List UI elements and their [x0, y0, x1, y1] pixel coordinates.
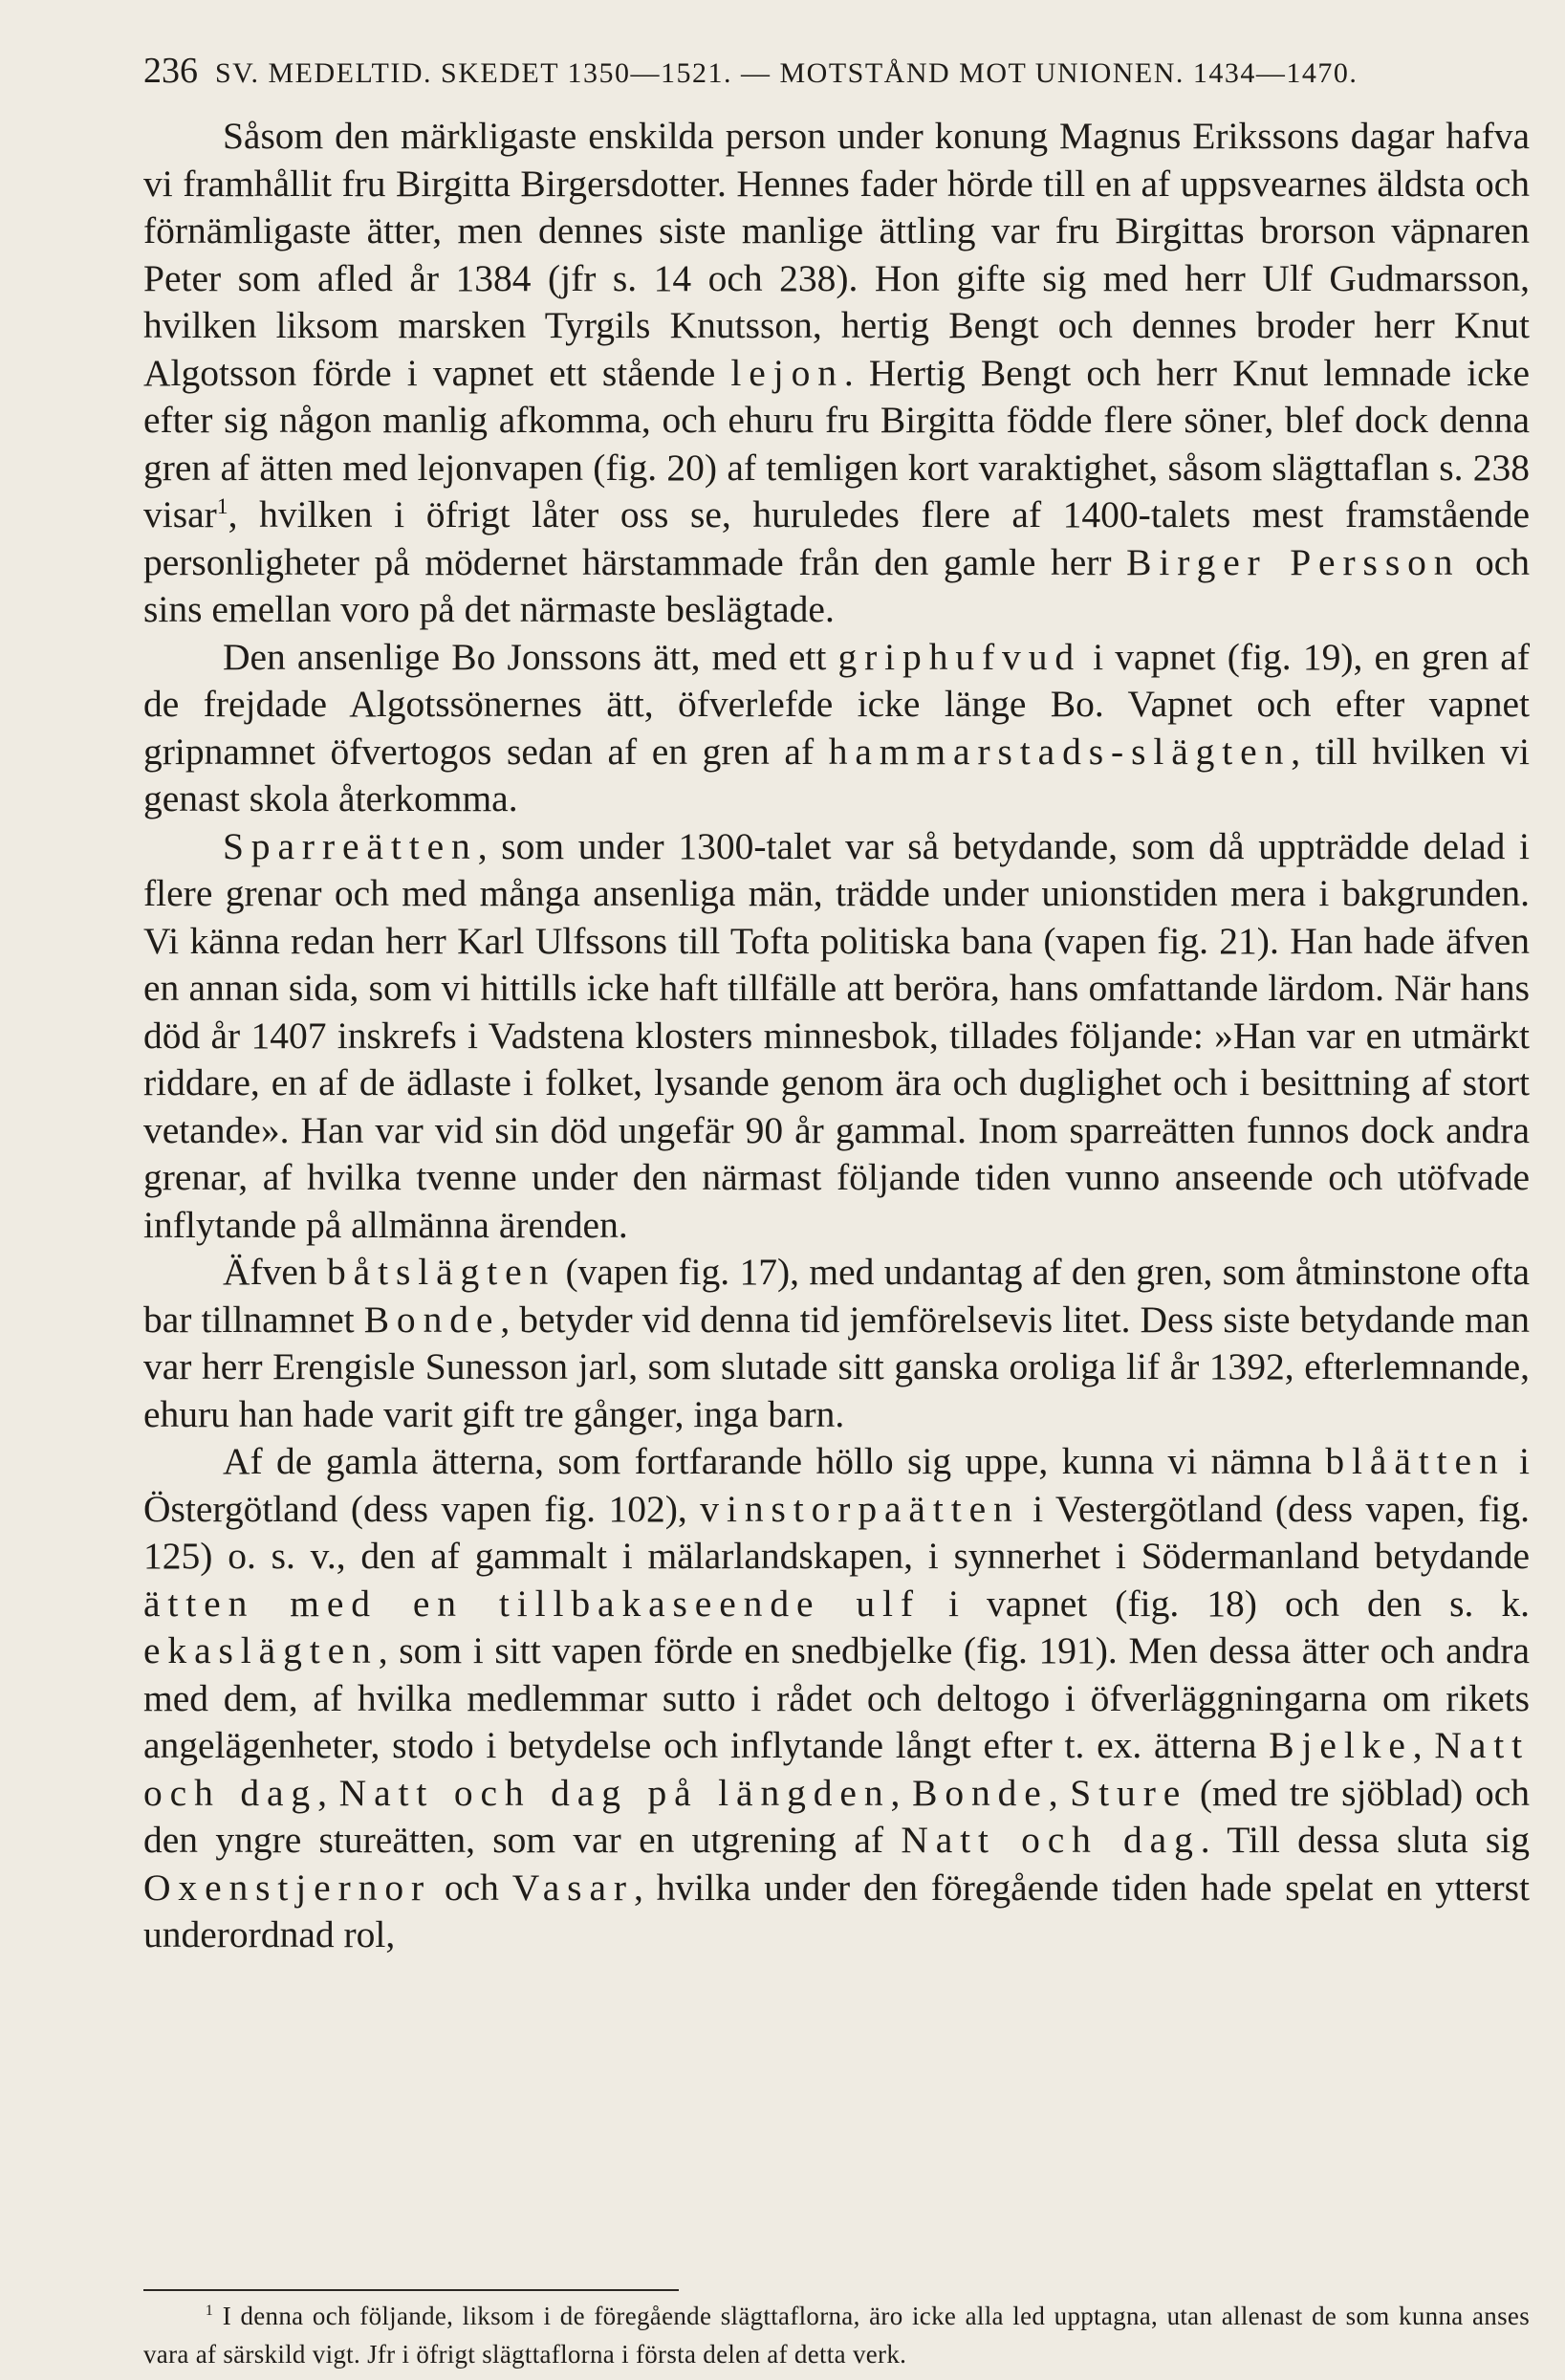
- spaced-term: Vasar: [511, 1866, 634, 1909]
- spaced-term: lejon: [730, 351, 844, 394]
- text-run: (vapen fig. 17), med undantag af den gren, som åtminstone ofta bar tillnamnet: [143, 1251, 1530, 1341]
- paragraph: [143, 823, 1530, 1250]
- text-run: , till hvilken vi genast skola återkomma.: [143, 730, 1530, 819]
- text-run: och: [431, 1866, 512, 1909]
- spaced-term: Sture: [1070, 1771, 1188, 1814]
- text-run: Den ansenlige Bo Jonssons ätt, med ett: [222, 635, 838, 678]
- text-run: , som under 1300-talet var så betydande, som då uppträdde delad i flere grenar och med många ansenliga män, trädde under unionstiden mera i bakgrunden. Vi känna redan herr Karl Ulfssons till Tofta politiska bana (vapen fig. 21). Han hade äfven en annan sida, som vi hittills icke haft tillfälle att beröra, hans omfattande lärdom. När hans död år 1407 inskrefs i Vadstena klosters minnesbok, tillades följande: »Han var en utmärkt riddare, en af de ädlaste i folket, lysande genom ära och duglighet och i besittning af stort vetande». Han var vid sin död ungefär 90 år gammal. Inom sparreätten funnos dock andra grenar, af hvilka tvenne under den närmast följande tiden vunno anseende och utöfvade inflytande på allmänna ärenden.: [143, 824, 1530, 1246]
- spaced-term: ätten med en tillbakaseende ulf: [143, 1582, 921, 1625]
- text-run: i Vestergötland (dess vapen, fig. 125) o. s. v., den af gammalt i mälarlandskapen, i synnerhet i Södermanland betydande: [143, 1487, 1530, 1577]
- spaced-term: hammarstads-slägten: [828, 730, 1292, 773]
- text-run: i vapnet (fig. 19), en gren af de frejdade Algotssönernes ätt, öfverlefde icke länge Bo. Vapnet och efter vapnet gripnamnet öfvertogos sedan af en gren af: [143, 635, 1530, 773]
- page-number: 236: [143, 51, 198, 91]
- text-run: ,: [317, 1771, 339, 1814]
- text-run: . Till dessa sluta sig: [1200, 1819, 1530, 1861]
- paragraph: [143, 1249, 1530, 1438]
- spaced-term: båtslägten: [327, 1251, 556, 1293]
- spaced-term: Bonde: [912, 1771, 1049, 1814]
- spaced-term: Natt och dag på längden: [338, 1771, 891, 1814]
- paragraph: [143, 634, 1530, 823]
- text-run: och sins emellan voro på det närmaste beslägtade.: [143, 540, 1530, 630]
- text-run: (med tre sjöblad) och den yngre stureätten, som var en utgrening af: [143, 1771, 1531, 1861]
- spaced-term: Natt och dag: [143, 1724, 1531, 1814]
- spaced-term: Oxenstjernor: [143, 1866, 432, 1909]
- text-run: i Östergötland (dess vapen fig. 102),: [143, 1440, 1530, 1530]
- text-run: ,: [1048, 1771, 1071, 1814]
- text-run: Af de gamla ätterna, som fortfarande höllo sig uppe, kunna vi nämna: [222, 1440, 1326, 1482]
- text-run: Såsom den märkligaste enskilda person under konung Magnus Erikssons dagar hafva vi framhållit fru Birgitta Birgersdotter. Hennes fader hörde till en af uppsvearnes äldsta och förnämligaste ätter, men dennes siste manlige ättling var fru Birgittas brorson väpnaren Peter som afled år 1384 (jfr s. 14 och 238). Hon gifte sig med herr Ulf Gudmarsson, hvilken liksom marsken Tyrgils Knutsson, hertig Bengt och dennes broder herr Knut Algotsson förde i vapnet ett stående: [143, 115, 1530, 394]
- paragraph: [143, 1438, 1530, 1959]
- text-run: Äfven: [222, 1251, 328, 1293]
- spaced-term: Birger Persson: [1126, 540, 1461, 583]
- footnote-text: I denna och följande, liksom i de föregående slägttaflorna, äro icke alla led upptagna, utan allenast de som kunna anses vara af särskild vigt. Jfr i öfrigt slägttaflorna i första delen af detta verk.: [143, 2302, 1530, 2369]
- footnote-marker: 1: [205, 2302, 214, 2319]
- text-run: ,: [890, 1771, 913, 1814]
- text-run: , som i sitt vapen förde en snedbjelke (fig. 191). Men dessa ätter och andra med dem, af hvilka medlemmar sutto i rådet och deltogo i öfverläggningarna om rikets angelägenheter, stodo i betydelse och inflytande långt efter t. ex. ätterna: [143, 1629, 1530, 1766]
- spaced-term: ekaslägten: [143, 1629, 379, 1671]
- text-run: i vapnet (fig. 18) och den s. k.: [920, 1582, 1530, 1625]
- footnote-divider: [143, 2289, 679, 2291]
- paragraph: [143, 113, 1530, 634]
- footnote-reference: 1: [216, 493, 228, 519]
- spaced-term: Sparreätten: [222, 824, 478, 867]
- spaced-term: griphufvud: [837, 635, 1082, 678]
- spaced-term: blåätten: [1325, 1440, 1506, 1482]
- spaced-term: vinstorpaätten: [700, 1487, 1020, 1530]
- text-run: , hvilken i öfrigt låter oss se, huruledes flere af 1400-talets mest framstående personligheter på mödernet härstammade från den gamle herr: [143, 493, 1530, 583]
- text-run: , betyder vid denna tid jemförelsevis litet. Dess siste betydande man var herr Erengisle Sunesson jarl, som slutade sitt ganska oroliga lif år 1392, efterlemnande, ehuru han hade varit gift tre gånger, inga barn.: [143, 1298, 1530, 1435]
- running-header: [143, 50, 1530, 92]
- text-run: , hvilka under den föregående tiden hade spelat en ytterst underordnad rol,: [143, 1866, 1530, 1955]
- body-text: [143, 113, 1530, 1959]
- text-run: . Hertig Bengt och herr Knut lemnade icke efter sig någon manlig afkomma, och ehuru fru Birgitta födde flere söner, blef dock denna gren af ätten med lejonvapen (fig. 20) af temligen kort varaktighet, såsom slägttaflan s. 238 visar: [143, 351, 1530, 535]
- spaced-term: Natt och dag: [901, 1819, 1201, 1861]
- footnote: [143, 2297, 1530, 2373]
- text-run: ,: [1412, 1724, 1435, 1766]
- spaced-term: Bjelke: [1269, 1724, 1413, 1766]
- running-title: SV. MEDELTID. SKEDET 1350—1521. — MOTSTÅND MOT UNIONEN. 1434—1470.: [215, 57, 1359, 89]
- spaced-term: Bonde: [363, 1298, 501, 1341]
